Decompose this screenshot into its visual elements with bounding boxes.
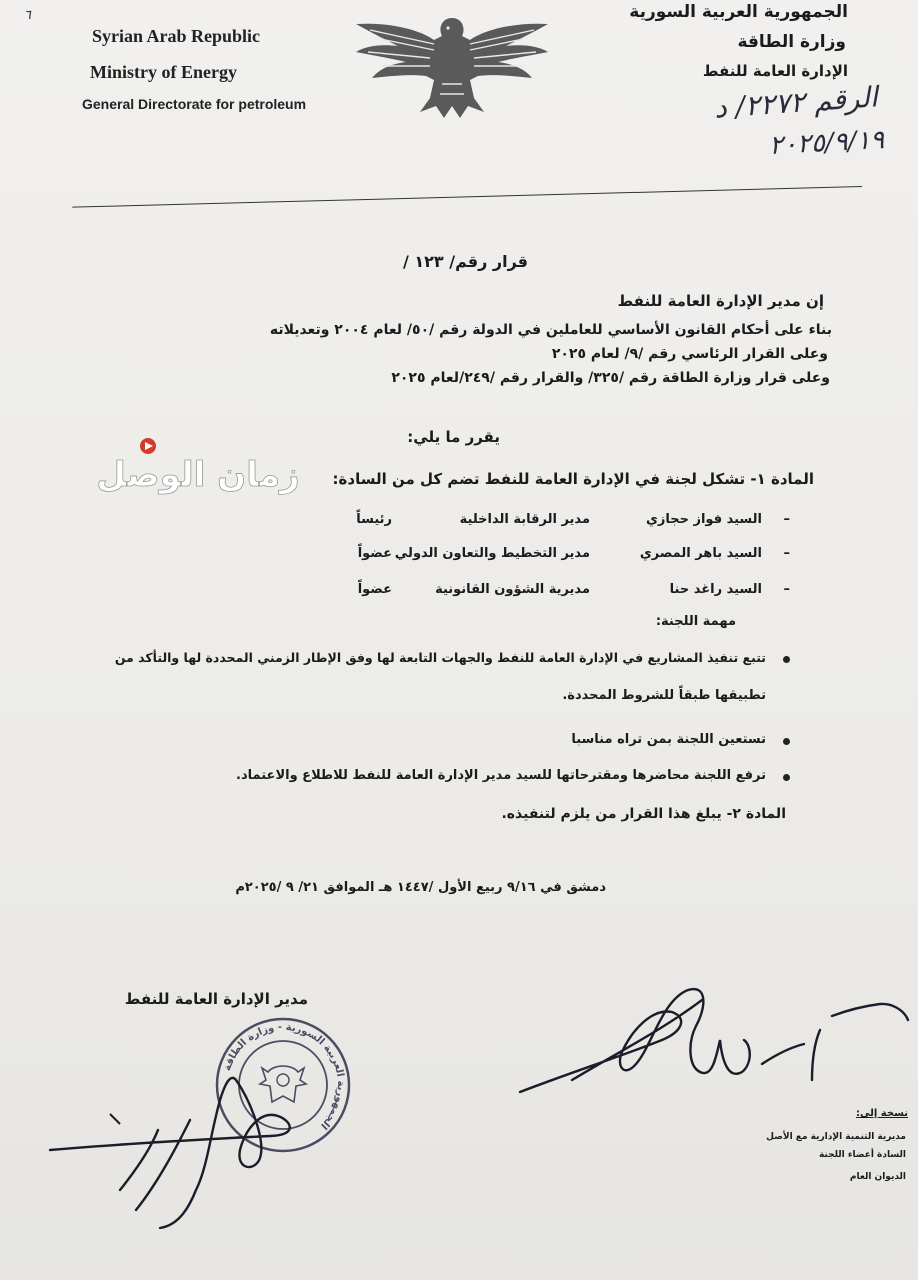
reference-number: الرقم ٢٢٧٢/ د <box>713 80 879 125</box>
basis-line-3: وعلى قرار وزارة الطاقة رقم /٣٢٥/ والقرار رقم /٢٤٩/لعام ٢٠٢٥ <box>391 370 830 386</box>
bullet-icon <box>783 738 790 745</box>
eagle-emblem-icon <box>350 0 555 125</box>
header-directorate-en: General Directorate for petroleum <box>82 96 307 112</box>
left-signature-icon <box>40 1040 340 1230</box>
header-ministry-ar: وزارة الطاقة <box>737 32 846 52</box>
copy-item: السادة أعضاء اللجنة <box>818 1150 906 1160</box>
header-divider <box>72 186 862 208</box>
member-name: السيد راغد حنا <box>669 582 762 597</box>
page-mark: ٦ <box>24 8 31 23</box>
decision-title: قرار رقم/ ١٢٣ / <box>402 252 528 271</box>
reference-date: ٢٠٢٥/٩/١٩ <box>768 125 885 161</box>
article-1: المادة ١- تشكل لجنة في الإدارة العامة للنفط تضم كل من السادة: <box>332 470 814 488</box>
article-2: المادة ٢- يبلغ هذا القرار من يلزم لتنفيذه. <box>501 806 786 822</box>
member-row: – السيد فواز حجازي مدير الرقابة الداخلية رئيساً <box>356 512 790 527</box>
member-position: مدير الرقابة الداخلية <box>459 512 590 527</box>
header-country-en: Syrian Arab Republic <box>92 26 261 46</box>
basis-line-1: بناء على أحكام القانون الأساسي للعاملين في الدولة رقم /٥٠/ لعام ٢٠٠٤ وتعديلاته <box>269 322 832 338</box>
header-country-ar: الجمهورية العربية السورية <box>629 2 848 22</box>
decides-heading: يقرر ما يلي: <box>407 428 500 446</box>
task-3: ترفع اللجنة محاضرها ومقترحاتها للسيد مدير الإدارة العامة للنفط للاطلاع والاعتماد. <box>236 768 766 783</box>
bullet-icon <box>783 656 790 663</box>
member-row: – السيد باهر المصري مدير التخطيط والتعاون الدولي عضواً <box>357 546 790 561</box>
copies-label: نسخة إلى: <box>856 1108 908 1119</box>
stamp-text: الجمهورية العربية السورية - وزارة الطاقة <box>221 1021 347 1132</box>
member-role: عضواً <box>357 546 392 561</box>
member-name: السيد باهر المصري <box>639 546 762 561</box>
basis-line-2: وعلى القرار الرئاسي رقم /٩/ لعام ٢٠٢٥ <box>551 346 828 362</box>
signatory-title: مدير الإدارة العامة للنفط <box>124 990 308 1008</box>
member-name: السيد فواز حجازي <box>645 512 762 527</box>
copy-item: الديوان العام <box>849 1172 906 1182</box>
task-2: تستعين اللجنة بمن تراه مناسبا <box>571 732 766 747</box>
bullet-icon <box>783 774 790 781</box>
task-1-line-2: تطبيقها طبقاً للشروط المحددة. <box>562 688 766 703</box>
right-signature-icon <box>512 960 912 1110</box>
header-directorate-ar: الإدارة العامة للنفط <box>702 62 848 80</box>
tasks-label: مهمة اللجنة: <box>655 614 736 629</box>
issue-date-line: دمشق في ٩/١٦ ربيع الأول /١٤٤٧ هـ الموافق ٢١/ ٩ /٢٠٢٥م <box>235 880 606 895</box>
watermark-logo-icon <box>96 426 300 506</box>
header-ministry-en: Ministry of Energy <box>90 62 237 82</box>
decision-issuer: إن مدير الإدارة العامة للنفط <box>617 292 824 310</box>
task-1-line-1: تتبع تنفيذ المشاريع في الإدارة العامة للنفط والجهات التابعة لها وفق الإطار الزمني المحددة لها والتأكد من <box>114 650 766 665</box>
member-position: مدير التخطيط والتعاون الدولي <box>394 546 590 561</box>
member-row: – السيد راغد حنا مديرية الشؤون القانونية عضواً <box>357 582 790 597</box>
member-role: عضواً <box>357 582 392 597</box>
copy-item: مديرية التنمية الإدارية مع الأصل <box>766 1132 906 1142</box>
member-position: مديرية الشؤون القانونية <box>435 582 590 597</box>
watermark-text: زمان الوصل <box>96 455 300 495</box>
member-role: رئيساً <box>356 512 392 527</box>
